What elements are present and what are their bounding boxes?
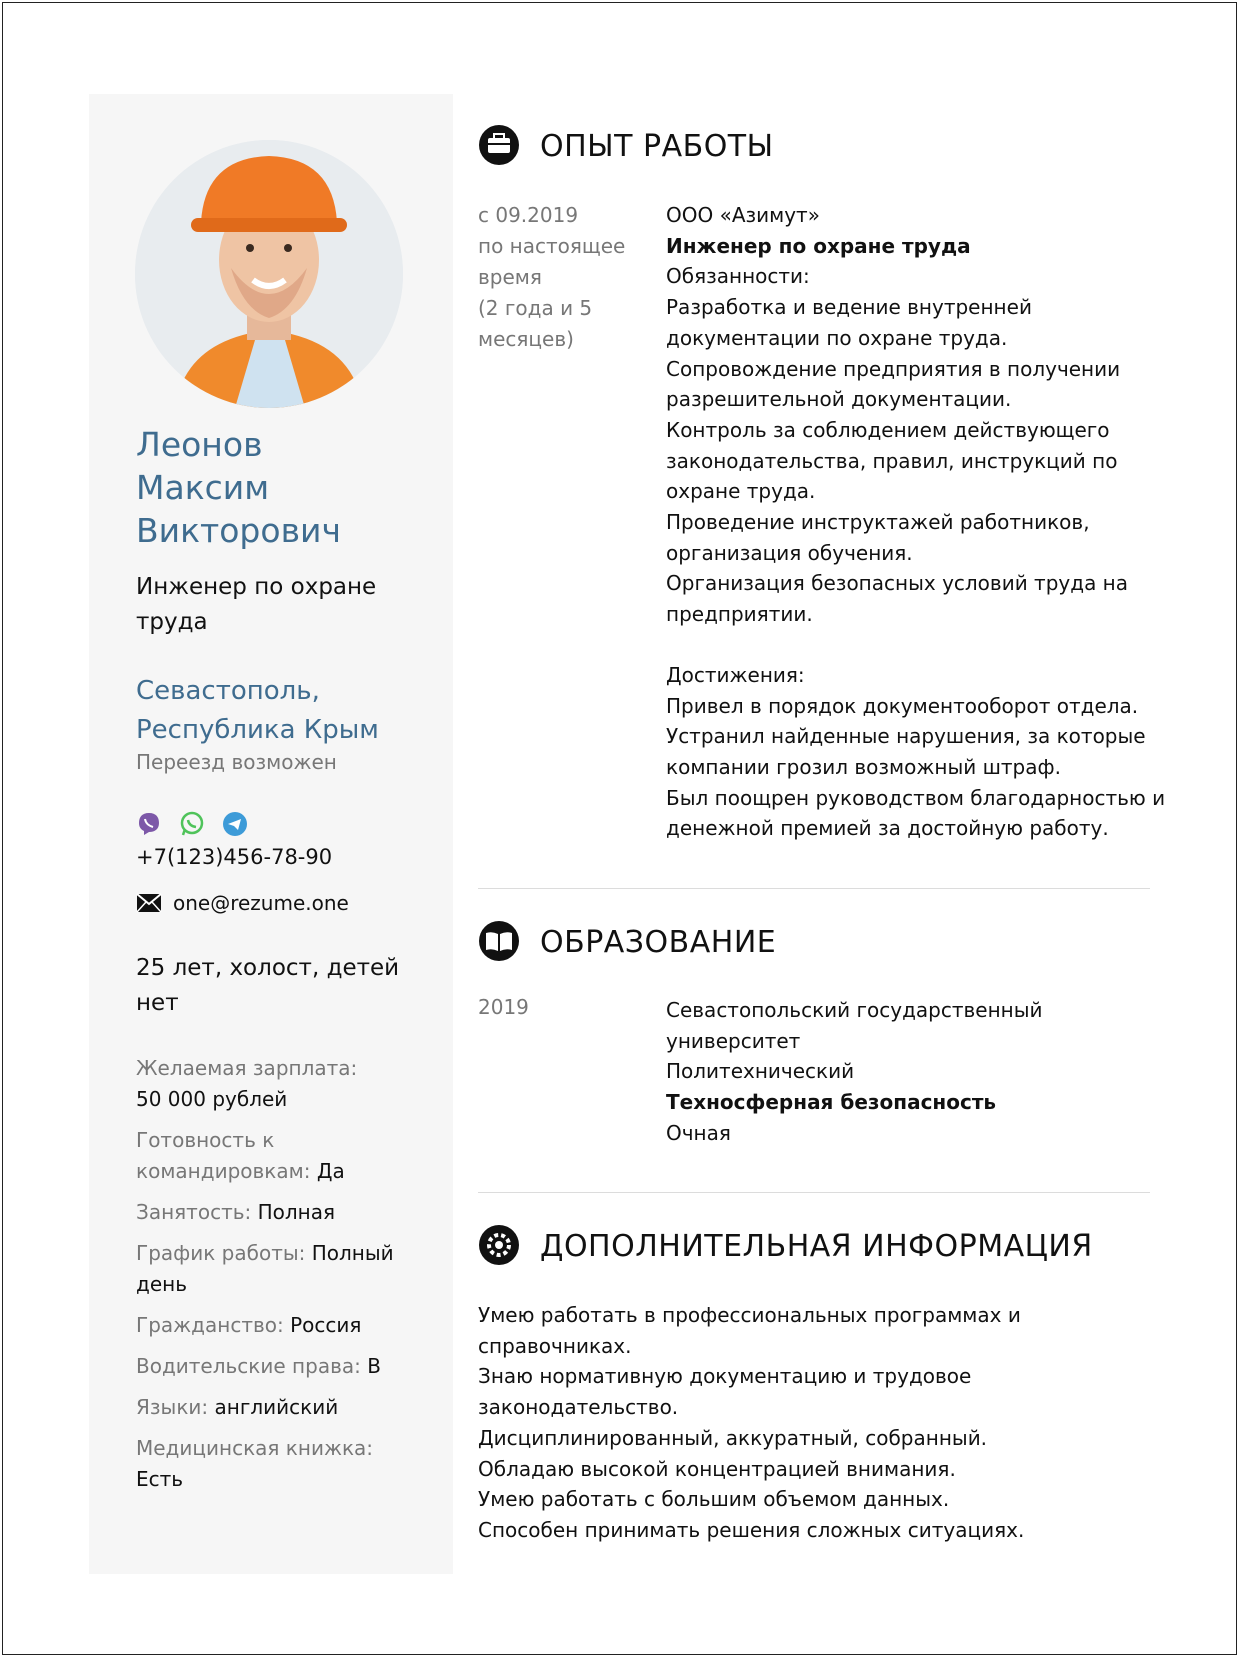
book-icon — [478, 920, 520, 962]
education-title: ОБРАЗОВАНИЕ — [540, 925, 777, 960]
fact-citizenship: Гражданство: Россия — [136, 1313, 362, 1337]
family-status: 25 лет, холост, детей нет — [136, 955, 400, 1016]
additional-item: Умею работать в профессиональных программах и справочниках. — [478, 1303, 1021, 1358]
last-name: Леонов — [136, 425, 263, 464]
education-year: 2019 — [478, 995, 529, 1019]
fact-schedule: График работы: Полный день — [136, 1241, 394, 1296]
fact-business-trips: Готовность к командировкам: Да — [136, 1128, 345, 1183]
full-name — [136, 423, 341, 552]
additional-item: Обладаю высокой концентрацией внимания. — [478, 1456, 956, 1481]
duty-item: Проведение инструктажей работников, организация обучения. — [666, 510, 1090, 565]
duty-item: Разработка и ведение внутренней документации по охране труда. — [666, 295, 1032, 350]
additional-title: ДОПОЛНИТЕЛЬНАЯ ИНФОРМАЦИЯ — [540, 1229, 1093, 1264]
experience-period — [478, 200, 648, 355]
telegram-icon[interactable] — [222, 811, 248, 837]
experience-details — [666, 200, 1166, 844]
fact-driving-license: Водительские права: B — [136, 1354, 381, 1378]
relocation: Переезд возможен — [136, 750, 337, 774]
duty-item: Сопровождение предприятия в получении разрешительной документации. — [666, 356, 1121, 412]
faculty: Политехнический — [666, 1059, 855, 1084]
achievement-item: Устранил найденные нарушения, за которые компании грозил возможный штраф. — [666, 724, 1146, 779]
duty-item: Контроль за соблюдением действующего законодательства, правил, инструкций по охране труда. — [666, 417, 1118, 504]
whatsapp-icon[interactable] — [179, 811, 205, 837]
position-title: Инженер по охране труда — [136, 574, 377, 635]
briefcase-icon — [478, 124, 520, 166]
phone[interactable]: +7(123)456-78-90 — [136, 845, 333, 869]
fact-languages: Языки: английский — [136, 1395, 339, 1419]
fact-employment: Занятость: Полная — [136, 1200, 336, 1224]
viber-icon[interactable] — [136, 811, 162, 837]
fact-salary: Желаемая зарплата: 50 000 рублей — [136, 1056, 358, 1111]
additional-list — [478, 1300, 1078, 1546]
additional-item: Умею работать с большим объемом данных. — [478, 1487, 950, 1512]
achievements-title: Достижения: — [666, 662, 805, 687]
achievement-item: Привел в порядок документооборот отдела. — [666, 693, 1139, 718]
fact-medical-book: Медицинская книжка: Есть — [136, 1436, 374, 1491]
achievement-item: Был поощрен руководством благодарностью и денежной премией за достойную работу. — [666, 785, 1166, 841]
period-from: с 09.2019 — [478, 203, 579, 227]
additional-item: Знаю нормативную документацию и трудовое законодательство. — [478, 1364, 972, 1420]
company: ООО «Азимут» — [666, 203, 820, 227]
university: Севастопольский государственный университет — [666, 998, 1043, 1053]
divider — [478, 1192, 1150, 1193]
period-to: по настоящее время — [478, 234, 626, 289]
education-details — [666, 995, 1106, 1149]
duties-title: Обязанности: — [666, 264, 810, 289]
envelope-icon — [136, 893, 162, 913]
city: Севастополь, Республика Крым — [136, 676, 379, 745]
experience-title: ОПЫТ РАБОТЫ — [540, 129, 774, 164]
facts-list — [136, 1053, 401, 1505]
gear-icon — [478, 1224, 520, 1266]
divider — [478, 888, 1150, 889]
patronymic: Викторович — [136, 511, 341, 550]
study-form: Очная — [666, 1120, 731, 1145]
specialty: Техносферная безопасность — [666, 1090, 997, 1115]
avatar — [135, 140, 403, 408]
job-role: Инженер по охране труда — [666, 233, 971, 258]
first-name: Максим — [136, 468, 270, 507]
additional-item: Дисциплинированный, аккуратный, собранный. — [478, 1425, 988, 1450]
duty-item: Организация безопасных условий труда на предприятии. — [666, 571, 1129, 627]
additional-item: Способен принимать решения сложных ситуациях. — [478, 1517, 1025, 1542]
period-duration: (2 года и 5 месяцев) — [478, 296, 593, 351]
email[interactable]: one@rezume.one — [173, 891, 349, 915]
